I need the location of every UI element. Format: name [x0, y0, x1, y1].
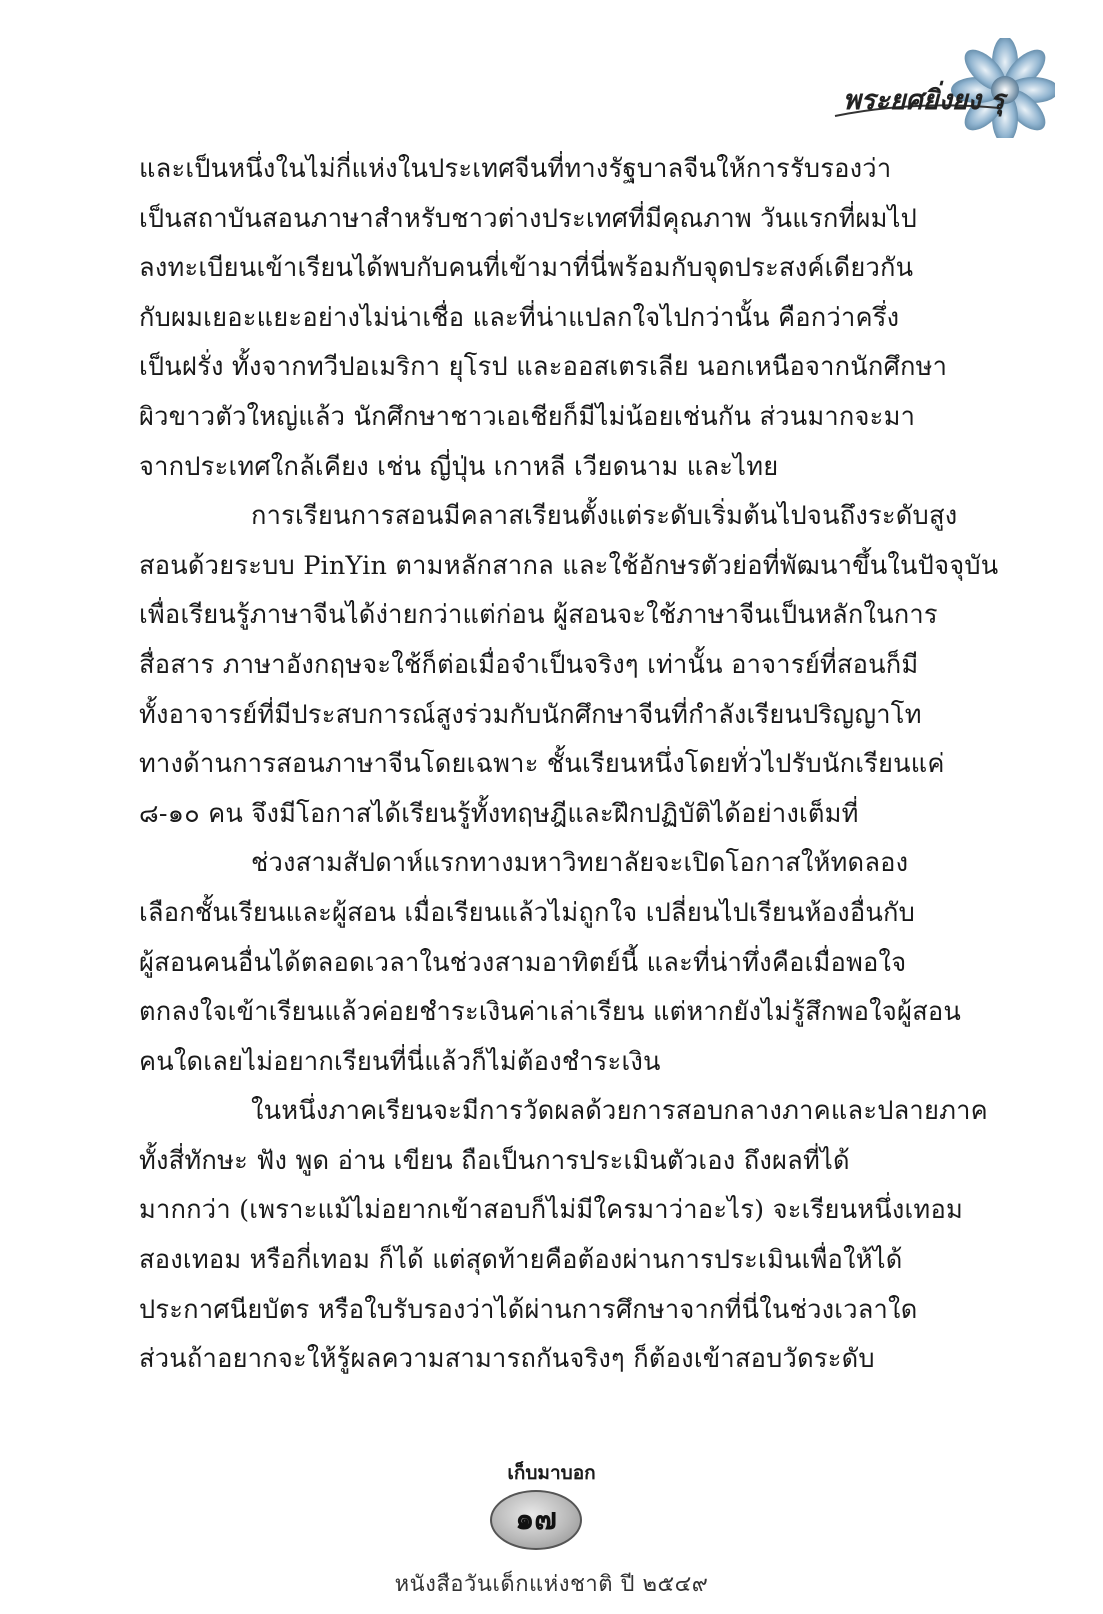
page-footer	[0, 1448, 1103, 1614]
text-line: ๘-๑๐ คน จึงมีโอกาสได้เรียนรู้ทั้งทฤษฎีและฝึกปฏิบัติได้อย่างเต็มที่	[139, 798, 859, 829]
text-line: ในหนึ่งภาคเรียนจะมีการวัดผลด้วยการสอบกลางภาคและปลายภาค	[251, 1096, 988, 1127]
text-line: ช่วงสามสัปดาห์แรกทางมหาวิทยาลัยจะเปิดโอกาสให้ทดลอง	[251, 848, 909, 879]
text-line: ส่วนถ้าอยากจะให้รู้ผลความสามารถกันจริงๆ ก็ต้องเข้าสอบวัดระดับ	[139, 1344, 875, 1375]
header-title: พระยศยิ่งยง รุ	[843, 85, 1005, 116]
text-line: การเรียนการสอนมีคลาสเรียนตั้งแต่ระดับเริ่มต้นไปจนถึงระดับสูง	[251, 501, 958, 532]
text-line: ทั้งอาจารย์ที่มีประสบการณ์สูงร่วมกับนักศึกษาจีนที่กำลังเรียนปริญญาโท	[139, 699, 922, 730]
text-line: จากประเทศใกล้เคียง เช่น ญี่ปุ่น เกาหลี เวียดนาม และไทย	[139, 451, 779, 482]
text-line: ผิวขาวตัวใหญ่แล้ว นักศึกษาชาวเอเชียก็มีไม่น้อยเช่นกัน ส่วนมากจะมา	[139, 401, 916, 432]
text-line: เป็นสถาบันสอนภาษาสำหรับชาวต่างประเทศที่มีคุณภาพ วันแรกที่ผมไป	[139, 203, 918, 234]
text-line: สอนด้วยระบบ PinYin ตามหลักสากล และใช้อักษรตัวย่อที่พัฒนาขึ้นในปัจจุบัน	[139, 550, 999, 581]
header-logo	[825, 38, 1055, 138]
text-line: ประกาศนียบัตร หรือใบรับรองว่าได้ผ่านการศึกษาจากที่นี่ในช่วงเวลาใด	[139, 1294, 918, 1325]
text-line: เลือกชั้นเรียนและผู้สอน เมื่อเรียนแล้วไม่ถูกใจ เปลี่ยนไปเรียนห้องอื่นกับ	[139, 897, 915, 928]
text-line: ทางด้านการสอนภาษาจีนโดยเฉพาะ ชั้นเรียนหนึ่งโดยทั่วไปรับนักเรียนแค่	[139, 749, 945, 780]
article-body	[139, 145, 999, 1385]
text-line: คนใดเลยไม่อยากเรียนที่นี่แล้วก็ไม่ต้องชำระเงิน	[139, 1046, 661, 1077]
paragraph-2	[139, 492, 999, 839]
text-line: ผู้สอนคนอื่นได้ตลอดเวลาในช่วงสามอาทิตย์นี้ และที่น่าทึ่งคือเมื่อพอใจ	[139, 947, 907, 978]
text-line: ตกลงใจเข้าเรียนแล้วค่อยชำระเงินค่าเล่าเรียน แต่หากยังไม่รู้สึกพอใจผู้สอน	[139, 997, 962, 1028]
text-line: เป็นฝรั่ง ทั้งจากทวีปอเมริกา ยุโรป และออสเตรเลีย นอกเหนือจากนักศึกษา	[139, 352, 948, 383]
text-line: และเป็นหนึ่งในไม่กี่แห่งในประเทศจีนที่ทางรัฐบาลจีนให้การรับรองว่า	[139, 154, 892, 184]
page-number: ๑๗	[490, 1490, 582, 1550]
text-line: ทั้งสี่ทักษะ ฟัง พูด อ่าน เขียน ถือเป็นการประเมินตัวเอง ถึงผลที่ได้	[139, 1145, 850, 1176]
section-label: เก็บมาบอก	[507, 1462, 596, 1484]
text-line: สื่อสาร ภาษาอังกฤษจะใช้ก็ต่อเมื่อจำเป็นจริงๆ เท่านั้น อาจารย์ที่สอนก็มี	[139, 649, 919, 680]
book-caption: หนังสือวันเด็กแห่งชาติ ปี ๒๕๔๙	[394, 1572, 709, 1597]
paragraph-1	[139, 145, 949, 492]
paragraph-3	[139, 839, 962, 1087]
text-line: เพื่อเรียนรู้ภาษาจีนได้ง่ายกว่าแต่ก่อน ผู้สอนจะใช้ภาษาจีนเป็นหลักในการ	[139, 600, 938, 631]
text-line: กับผมเยอะแยะอย่างไม่น่าเชื่อ และที่น่าแปลกใจไปกว่านั้น คือกว่าครึ่ง	[139, 302, 900, 333]
text-line: มากกว่า (เพราะแม้ไม่อยากเข้าสอบก็ไม่มีใครมาว่าอะไร) จะเรียนหนึ่งเทอม	[139, 1195, 963, 1226]
text-line: สองเทอม หรือกี่เทอม ก็ได้ แต่สุดท้ายคือต้องผ่านการประเมินเพื่อให้ได้	[139, 1245, 903, 1276]
paragraph-4	[139, 1087, 988, 1385]
text-line: ลงทะเบียนเข้าเรียนได้พบกับคนที่เข้ามาที่นี่พร้อมกับจุดประสงค์เดียวกัน	[139, 253, 914, 284]
